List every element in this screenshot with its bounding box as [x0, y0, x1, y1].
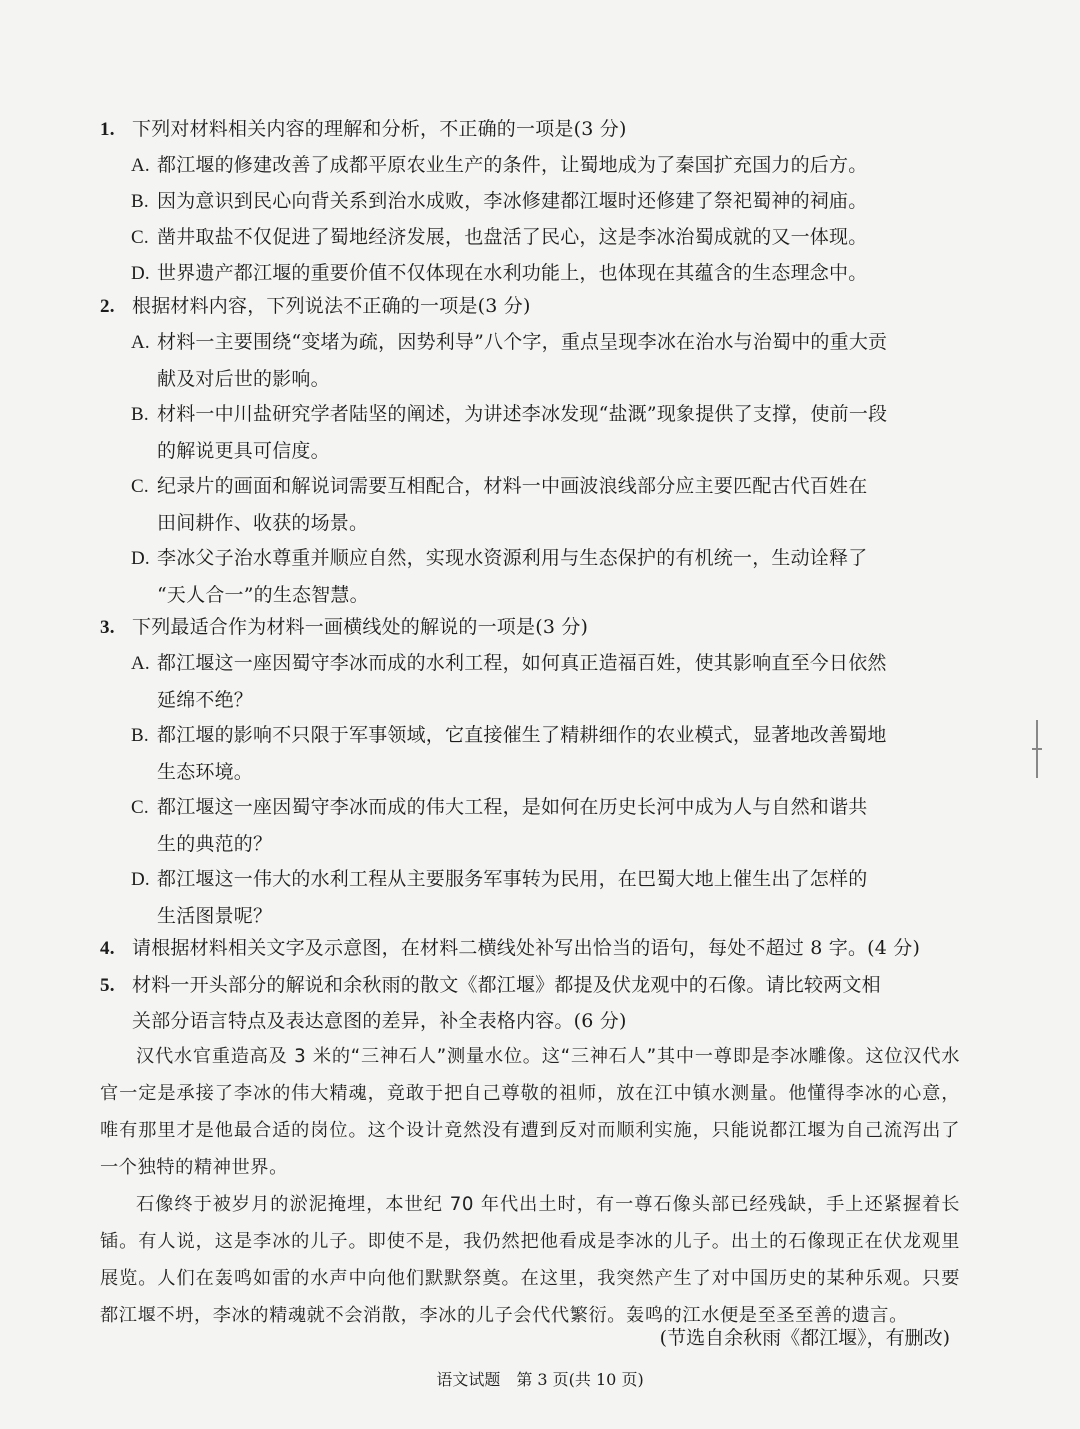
option-text-cont: 延绵不绝？: [157, 689, 254, 711]
question-5-cont: [132, 1003, 992, 1039]
option-letter: C.: [131, 476, 149, 497]
q2-option-b: [131, 396, 961, 469]
q3-option-a: [131, 645, 961, 718]
question-number: 1.: [100, 119, 115, 140]
q2-option-a: [131, 324, 961, 397]
question-5: [100, 967, 960, 1004]
option-text: 都江堰这一座因蜀守李冰而成的伟大工程，是如何在历史长河中成为人与自然和谐共: [157, 796, 868, 818]
q1-option-c: [131, 219, 961, 256]
question-number: 3.: [100, 617, 115, 638]
q3-option-c: [131, 789, 961, 862]
excerpt-source: (节选自余秋雨《都江堰》，有删改): [659, 1327, 950, 1349]
question-stem: 请根据材料相关文字及示意图，在材料二横线处补写出恰当的语句，每处不超过 8 字。(4 分): [132, 937, 921, 959]
q2-option-c: [131, 468, 961, 541]
excerpt-paragraph-2: 石像终于被岁月的淤泥掩埋，本世纪 70 年代出土时，有一尊石像头部已经残缺，手上还紧握着长锸。有人说，这是李冰的儿子。即使不是，我仍然把他看成是李冰的儿子。出土的石像现正在伏龙观里展览。人们在轰鸣如雷的水声中向他们默默祭奠。在这里，我突然产生了对中国历史的某种乐观。只要都江堰不坍，李冰的精魂就不会消散，李冰的儿子会代代繁衍。轰鸣的江水便是至圣至善的遗言。: [100, 1194, 960, 1326]
page-footer: 语文试题 第 3 页(共 10 页): [436, 1370, 644, 1389]
question-stem-cont: 关部分语言特点及表达意图的差异，补全表格内容。(6 分): [132, 1010, 627, 1032]
option-text-cont: 献及对后世的影响。: [157, 368, 330, 390]
question-3: [100, 609, 960, 646]
option-text: 都江堰这一座因蜀守李冰而成的水利工程，如何真正造福百姓，使其影响直至今日依然: [157, 652, 887, 674]
question-stem: 根据材料内容，下列说法不正确的一项是(3 分): [132, 295, 531, 317]
binding-tick: [1032, 748, 1042, 750]
question-number: 5.: [100, 975, 115, 996]
q1-option-d: [131, 255, 961, 292]
question-number: 4.: [100, 938, 115, 959]
q1-option-b: [131, 183, 961, 220]
option-text: 都江堰的修建改善了成都平原农业生产的条件，让蜀地成为了秦国扩充国力的后方。: [157, 154, 868, 176]
option-letter: D.: [131, 869, 150, 890]
question-stem: 材料一开头部分的解说和余秋雨的散文《都江堰》都提及伏龙观中的石像。请比较两文相: [132, 974, 881, 996]
q1-option-a: [131, 147, 961, 184]
question-2: [100, 288, 960, 325]
option-letter: D.: [131, 548, 150, 569]
option-text: 纪录片的画面和解说词需要互相配合，材料一中画波浪线部分应主要匹配古代百姓在: [157, 475, 868, 497]
option-text-cont: “天人合一”的生态智慧。: [157, 584, 369, 606]
option-text: 材料一主要围绕“变堵为疏，因势利导”八个字，重点呈现李冰在治水与治蜀中的重大贡: [157, 331, 888, 353]
option-letter: B.: [131, 191, 149, 212]
option-text: 凿井取盐不仅促进了蜀地经济发展，也盘活了民心，这是李冰治蜀成就的又一体现。: [157, 226, 868, 248]
question-stem: 下列最适合作为材料一画横线处的解说的一项是(3 分): [132, 616, 589, 638]
option-text: 都江堰这一伟大的水利工程从主要服务军事转为民用，在巴蜀大地上催生出了怎样的: [157, 868, 868, 890]
option-text: 材料一中川盐研究学者陆坚的阐述，为讲述李冰发现“盐溉”现象提供了支撑，使前一段: [157, 403, 888, 425]
option-text-cont: 的解说更具可信度。: [157, 440, 330, 462]
q3-option-b: [131, 717, 961, 790]
option-text-cont: 田间耕作、收获的场景。: [157, 512, 369, 534]
excerpt-passage: [100, 1038, 960, 1334]
option-letter: A.: [131, 332, 150, 353]
option-letter: D.: [131, 263, 150, 284]
q2-option-d: [131, 540, 961, 613]
option-letter: C.: [131, 227, 149, 248]
option-letter: B.: [131, 404, 149, 425]
option-text: 都江堰的影响不只限于军事领域，它直接催生了精耕细作的农业模式，显著地改善蜀地: [157, 724, 887, 746]
option-text: 因为意识到民心向背关系到治水成败，李冰修建都江堰时还修建了祭祀蜀神的祠庙。: [157, 190, 868, 212]
option-text: 世界遗产都江堰的重要价值不仅体现在水利功能上，也体现在其蕴含的生态理念中。: [157, 262, 868, 284]
option-letter: A.: [131, 155, 150, 176]
option-text-cont: 生态环境。: [157, 761, 254, 783]
excerpt-paragraph-1: 汉代水官重造高及 3 米的“三神石人”测量水位。这“三神石人”其中一尊即是李冰雕像。这位汉代水官一定是承接了李冰的伟大精魂，竟敢于把自己尊敬的祖师，放在江中镇水测量。他懂得李冰的心意，唯有那里才是他最合适的岗位。这个设计竟然没有遭到反对而顺利实施，只能说都江堰为自己流泻出了一个独特的精神世界。: [100, 1046, 960, 1178]
question-number: 2.: [100, 296, 115, 317]
option-text-cont: 生活图景呢？: [157, 905, 273, 927]
question-stem: 下列对材料相关内容的理解和分析，不正确的一项是(3 分): [132, 118, 627, 140]
option-letter: C.: [131, 797, 149, 818]
option-text: 李冰父子治水尊重并顺应自然，实现水资源利用与生态保护的有机统一，生动诠释了: [157, 547, 868, 569]
question-1: [100, 111, 960, 148]
option-text-cont: 生的典范的？: [157, 833, 273, 855]
option-letter: A.: [131, 653, 150, 674]
option-letter: B.: [131, 725, 149, 746]
q3-option-d: [131, 861, 961, 934]
question-4: [100, 930, 960, 967]
